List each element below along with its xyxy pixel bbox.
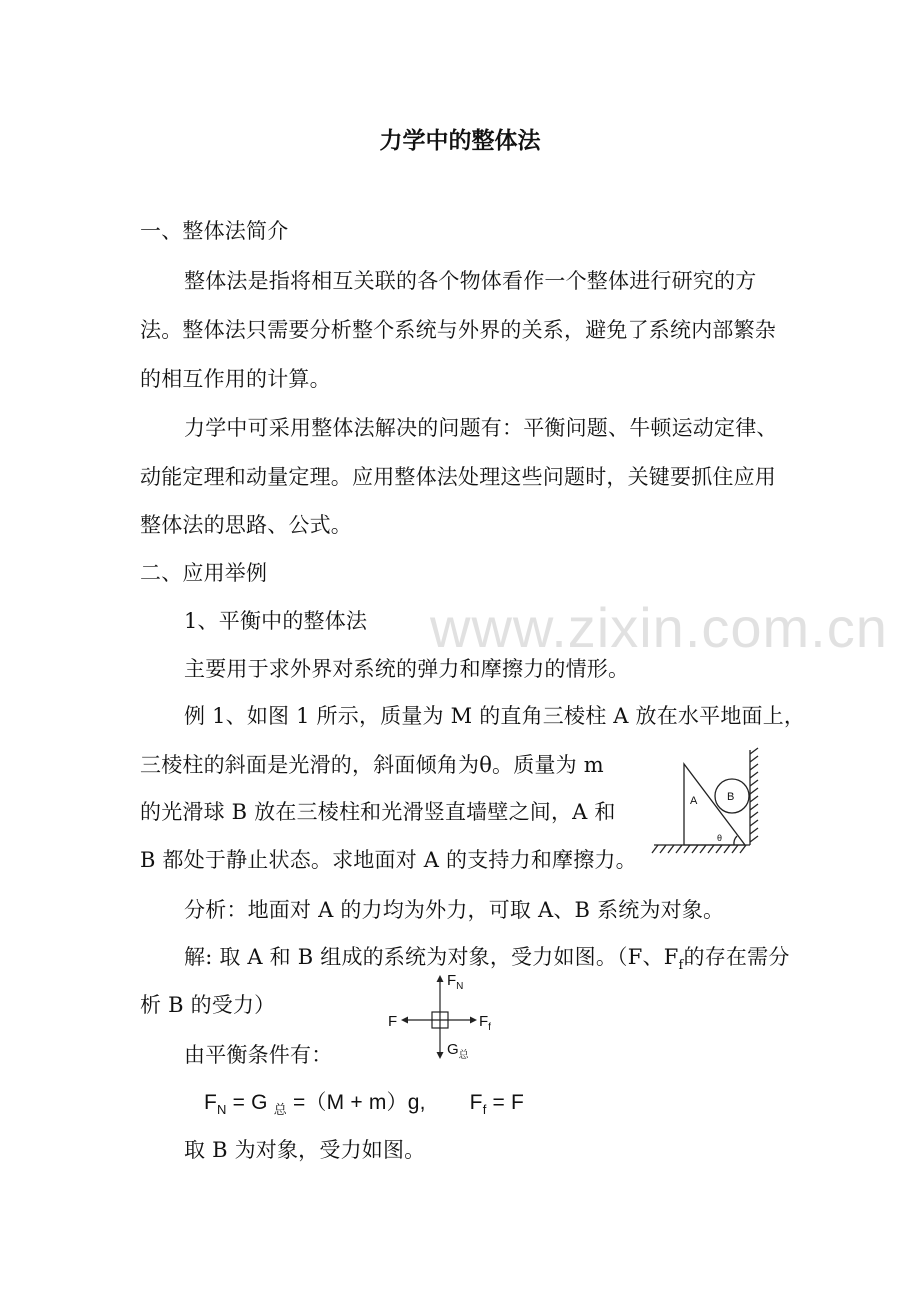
angle-arc bbox=[734, 836, 737, 845]
paragraph-line: 动能定理和动量定理。应用整体法处理这些问题时，关键要抓住应用 bbox=[140, 465, 776, 489]
force-diagram bbox=[388, 966, 508, 1066]
arrow-down-icon bbox=[437, 1052, 444, 1059]
paragraph-line: 的相互作用的计算。 bbox=[140, 367, 331, 391]
eq-fn-sub: N bbox=[217, 1102, 227, 1118]
wall-hatch bbox=[750, 748, 758, 842]
analysis-line: 分析：地面对 A 的力均为外力，可取 A、B 系统为对象。 bbox=[184, 898, 725, 922]
paragraph-line: 整体法的思路、公式。 bbox=[140, 513, 352, 537]
subsection-heading: 1、平衡中的整体法 bbox=[184, 609, 368, 633]
solution-text-a: 解: 取 A 和 B 组成的系统为对象，受力如图。（F、F bbox=[184, 945, 679, 969]
eq-fn: F bbox=[204, 1091, 218, 1114]
example-line: 的光滑球 B 放在三棱柱和光滑竖直墙壁之间，A 和 bbox=[140, 800, 616, 824]
page-title: 力学中的整体法 bbox=[379, 128, 541, 154]
eq-ff: F bbox=[469, 1091, 483, 1114]
solution-line: 析 B 的受力） bbox=[140, 993, 276, 1017]
paragraph-line: 主要用于求外界对系统的弹力和摩擦力的情形。 bbox=[184, 657, 630, 681]
force-fn-label: $F_N$ bbox=[447, 972, 464, 992]
arrow-left-icon bbox=[401, 1017, 408, 1024]
example-line: 例 1、如图 1 所示，质量为 M 的直角三棱柱 A 放在水平地面上， bbox=[184, 704, 806, 728]
force-f-label: F bbox=[388, 1013, 398, 1030]
solution-line: 取 B 为对象，受力如图。 bbox=[184, 1138, 426, 1162]
solution-text-b: 的存在需分 bbox=[683, 945, 790, 969]
equilibrium-equation bbox=[204, 1088, 524, 1125]
eq-part-2: =（M + m）g, bbox=[286, 1091, 426, 1114]
watermark: www.zixin.com.cn bbox=[430, 596, 888, 659]
arrow-right-icon bbox=[470, 1017, 477, 1024]
arrow-up-icon bbox=[437, 975, 444, 982]
section-heading-2: 二、应用举例 bbox=[140, 561, 268, 585]
section-heading-1: 一、整体法简介 bbox=[140, 219, 289, 243]
force-g-label: $G_总$ bbox=[447, 1041, 469, 1061]
solution-line: 由平衡条件有： bbox=[184, 1043, 333, 1067]
label-a: A bbox=[690, 795, 698, 807]
ground-hatch bbox=[652, 845, 746, 853]
example-line: 三棱柱的斜面是光滑的，斜面倾角为θ。质量为 m bbox=[140, 753, 604, 777]
eq-ff-sub: f bbox=[482, 1102, 487, 1118]
paragraph-line: 法。整体法只需要分析整个系统与外界的关系，避免了系统内部繁杂 bbox=[140, 318, 776, 342]
label-theta: θ bbox=[717, 833, 723, 843]
eq-part-3: = F bbox=[486, 1091, 525, 1114]
label-b: B bbox=[727, 791, 735, 803]
subscript-f: f bbox=[678, 958, 684, 974]
figure-1 bbox=[650, 746, 772, 858]
eq-part-1: = G bbox=[226, 1091, 274, 1114]
paragraph-line: 力学中可采用整体法解决的问题有：平衡问题、牛顿运动定律、 bbox=[184, 416, 778, 440]
example-line: B 都处于静止状态。求地面对 A 的支持力和摩擦力。 bbox=[140, 848, 637, 872]
eq-zong: 总 bbox=[273, 1102, 287, 1118]
paragraph-line: 整体法是指将相互关联的各个物体看作一个整体进行研究的方 bbox=[184, 269, 757, 293]
force-ff-label: $F_f$ bbox=[479, 1013, 491, 1033]
